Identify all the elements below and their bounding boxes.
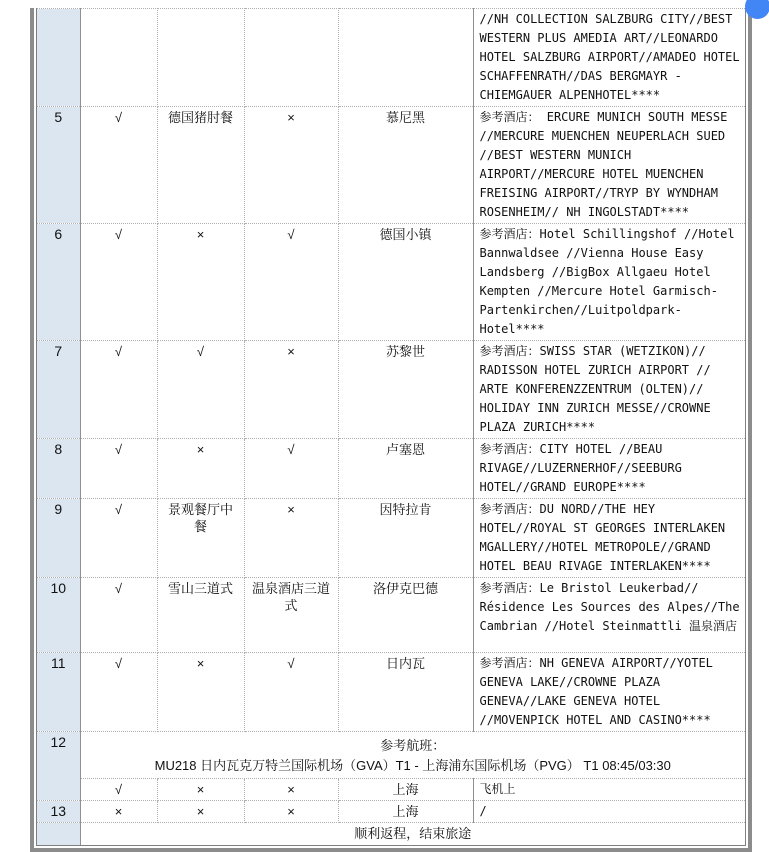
day-cell: 6 xyxy=(37,224,80,341)
city-cell: 洛伊克巴德 xyxy=(338,578,473,653)
city-cell: 慕尼黑 xyxy=(338,107,473,224)
hotel-cell: 参考酒店：CITY HOTEL //BEAU RIVAGE//LUZERNERHOF//SEEBURG HOTEL//GRAND EUROPE**** xyxy=(473,439,745,499)
breakfast-cell: √ xyxy=(80,779,157,801)
breakfast-cell: √ xyxy=(80,341,157,439)
hotel-cell: 参考酒店：DU NORD//THE HEY HOTEL//ROYAL ST GEORGES INTERLAKEN MGALLERY//HOTEL METROPOLE//GRAND HOTEL BEAU RIVAGE INTERLAKEN**** xyxy=(473,499,745,578)
lunch-cell: 景观餐厅中餐 xyxy=(157,499,244,578)
day-cell: 9 xyxy=(37,499,80,578)
dinner-cell: √ xyxy=(244,653,338,732)
hotel-cell: 参考酒店：Hotel Schillingshof //Hotel Bannwaldsee //Vienna House Easy Landsberg //BigBox Allgaeu Hotel Kempten //Mercure Hotel Garmisch-Partenkirchen//Luitpoldpark-Hotel**** xyxy=(473,224,745,341)
city-cell: 上海 xyxy=(338,801,473,823)
breakfast-cell: √ xyxy=(80,653,157,732)
itinerary-table-inner-frame xyxy=(36,8,746,846)
breakfast-cell: × xyxy=(80,801,157,823)
lunch-cell xyxy=(157,9,244,107)
dinner-cell: × xyxy=(244,801,338,823)
table-row-day9 xyxy=(37,499,745,578)
lunch-cell: 雪山三道式 xyxy=(157,578,244,653)
lunch-cell: × xyxy=(157,801,244,823)
floating-blue-badge[interactable] xyxy=(745,0,769,19)
breakfast-cell: √ xyxy=(80,107,157,224)
day-cell: 12 xyxy=(37,732,80,801)
hotel-cell: 参考酒店：NH GENEVA AIRPORT//YOTEL GENEVA LAKE//CROWNE PLAZA GENEVA//LAKE GENEVA HOTEL //MOVENPICK HOTEL AND CASINO**** xyxy=(473,653,745,732)
table-row-day12-flight xyxy=(37,732,745,779)
city-cell: 卢塞恩 xyxy=(338,439,473,499)
day-cell: 8 xyxy=(37,439,80,499)
lunch-cell: √ xyxy=(157,341,244,439)
breakfast-cell: √ xyxy=(80,578,157,653)
hotel-cell: / xyxy=(473,801,745,823)
city-cell: 上海 xyxy=(338,779,473,801)
day-cell: 5 xyxy=(37,107,80,224)
city-cell: 因特拉肯 xyxy=(338,499,473,578)
day-cell: 11 xyxy=(37,653,80,732)
flight-label: 参考航班： xyxy=(380,738,446,753)
day-cell xyxy=(37,9,80,107)
lunch-cell: 德国猪肘餐 xyxy=(157,107,244,224)
breakfast-cell xyxy=(80,9,157,107)
hotel-cell: 参考酒店：SWISS STAR (WETZIKON)// RADISSON HOTEL ZURICH AIRPORT // ARTE KONFERENZZENTRUM (OLTEN)// HOLIDAY INN ZURICH MESSE//CROWNE PLAZA ZURICH**** xyxy=(473,341,745,439)
hotel-cell: 参考酒店： ERCURE MUNICH SOUTH MESSE //MERCURE MUENCHEN NEUPERLACH SUED //BEST WESTERN MUNICH AIRPORT//MERCURE HOTEL MUENCHEN FREISING AIRPORT//TRYP BY WYNDHAM ROSENHEIM// NH INGOLSTADT**** xyxy=(473,107,745,224)
hotel-cell: 参考酒店：Le Bristol Leukerbad// Résidence Les Sources des Alpes//The Cambrian //Hotel Steinmattli 温泉酒店 xyxy=(473,578,745,653)
flight-detail: MU218 日内瓦克万特兰国际机场（GVA）T1 - 上海浦东国际机场（PVG） T1 08:45/03:30 xyxy=(154,758,671,773)
city-cell: 德国小镇 xyxy=(338,224,473,341)
lunch-cell: × xyxy=(157,779,244,801)
dinner-cell xyxy=(244,9,338,107)
dinner-cell: √ xyxy=(244,224,338,341)
footer-cell xyxy=(80,823,745,846)
dinner-cell: × xyxy=(244,107,338,224)
breakfast-cell: √ xyxy=(80,224,157,341)
hotel-cell: //NH COLLECTION SALZBURG CITY//BEST WESTERN PLUS AMEDIA ART//LEONARDO HOTEL SALZBURG AIRPORT//AMADEO HOTEL SCHAFFENRATH//DAS BERGMAYR - CHIEMGAUER ALPENHOTEL**** xyxy=(473,9,745,107)
table-row-day6 xyxy=(37,224,745,341)
dinner-cell: × xyxy=(244,499,338,578)
table-row-day10 xyxy=(37,578,745,653)
dinner-cell: × xyxy=(244,341,338,439)
table-row-day4-continued xyxy=(37,9,745,107)
breakfast-cell: √ xyxy=(80,439,157,499)
table-row-footer xyxy=(37,823,745,846)
dinner-cell: √ xyxy=(244,439,338,499)
table-row-day12-meals xyxy=(37,779,745,801)
dinner-cell: × xyxy=(244,779,338,801)
table-row-day11 xyxy=(37,653,745,732)
day-cell: 7 xyxy=(37,341,80,439)
table-row-day8 xyxy=(37,439,745,499)
itinerary-table xyxy=(37,8,745,845)
city-cell: 苏黎世 xyxy=(338,341,473,439)
table-row-day5 xyxy=(37,107,745,224)
lunch-cell: × xyxy=(157,653,244,732)
day-cell: 10 xyxy=(37,578,80,653)
dinner-cell: 温泉酒店三道式 xyxy=(244,578,338,653)
hotel-cell: 飞机上 xyxy=(473,779,745,801)
table-row-day7 xyxy=(37,341,745,439)
lunch-cell: × xyxy=(157,439,244,499)
itinerary-table-frame xyxy=(30,8,752,852)
city-cell: 日内瓦 xyxy=(338,653,473,732)
flight-info-cell xyxy=(80,732,745,779)
breakfast-cell: √ xyxy=(80,499,157,578)
city-cell xyxy=(338,9,473,107)
lunch-cell: × xyxy=(157,224,244,341)
day-cell: 13 xyxy=(37,801,80,823)
day-cell xyxy=(37,823,80,846)
footer-text: 顺利返程，结束旅途 xyxy=(354,826,472,841)
table-row-day13 xyxy=(37,801,745,823)
